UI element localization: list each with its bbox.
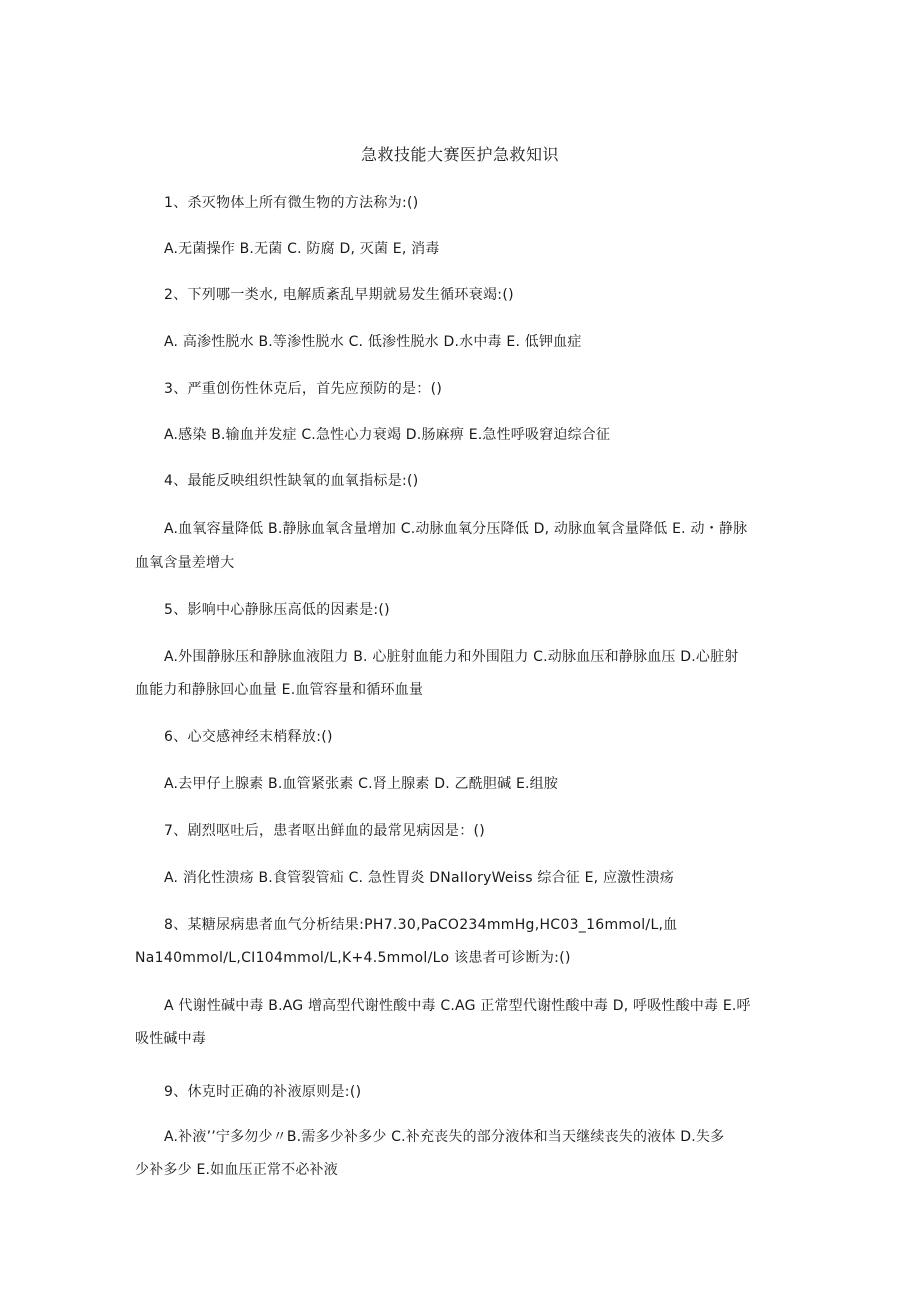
answer-1: A.无菌操作 B.无菌 C. 防腐 D, 灭菌 E, 消毒 bbox=[164, 241, 440, 257]
answer-2: A. 高渗性脱水 B.等渗性脱水 C. 低渗性脱水 D.水中毒 E. 低钾血症 bbox=[164, 334, 582, 350]
answer-9-line-1: A.补液’’宁多勿少〃B.需多少补多少 C.补充丧失的部分液体和当天继续丧失的液体 D.失多 bbox=[164, 1129, 725, 1145]
question-6: 6、心交感神经末梢释放:() bbox=[164, 729, 333, 745]
question-5: 5、影响中心静脉压高低的因素是:() bbox=[164, 602, 390, 618]
question-2: 2、下列哪一类水, 电解质紊乱早期就易发生循环衰竭:() bbox=[164, 287, 514, 303]
question-3: 3、严重创伤性休克后，首先应预防的是：() bbox=[164, 381, 443, 397]
question-9: 9、休克时正确的补液原则是:() bbox=[164, 1084, 362, 1100]
question-8-line-1: 8、某糖尿病患者血气分析结果:PH7.30,PaCO234mmHg,HC03_16mmol∕L,血 bbox=[164, 917, 678, 933]
answer-7: A. 消化性溃疡 B.食管裂管疝 C. 急性胃炎 DNaIIoryWeiss 综合征 E, 应激性溃疡 bbox=[164, 870, 674, 886]
answer-4-line-2: 血氧含量差增大 bbox=[135, 555, 235, 571]
document-title: 急救技能大赛医护急救知识 bbox=[360, 145, 559, 164]
question-4: 4、最能反映组织性缺氧的血氧指标是:() bbox=[164, 473, 419, 489]
answer-9-line-2: 少补多少 E.如血压正常不必补液 bbox=[135, 1162, 338, 1178]
answer-8-line-2: 吸性碱中毒 bbox=[135, 1031, 206, 1047]
answer-6: A.去甲仔上腺素 B.血管紧张素 C.肾上腺素 D. 乙酰胆碱 E.组胺 bbox=[164, 776, 559, 792]
answer-5-line-2: 血能力和静脉回心血量 E.血管容量和循环血量 bbox=[135, 682, 424, 698]
answer-4-line-1: A.血氧容量降低 B.静脉血氧含量增加 C.动脉血氧分压降低 D, 动脉血氧含量降低 E. 动・静脉 bbox=[164, 521, 748, 537]
answer-3: A.感染 B.输血并发症 C.急性心力衰竭 D.肠麻痹 E.急性呼吸窘迫综合征 bbox=[164, 427, 611, 443]
question-8-line-2: Na140mmol∕L,CI104mmol∕L,K+4.5mmol∕Lo 该患者可诊断为:() bbox=[135, 950, 571, 966]
answer-8-line-1: A 代谢性碱中毒 B.AG 增高型代谢性酸中毒 C.AG 正常型代谢性酸中毒 D, 呼吸性酸中毒 E.呼 bbox=[164, 998, 751, 1014]
question-7: 7、剧烈呕吐后，患者呕出鲜血的最常见病因是：() bbox=[164, 823, 486, 839]
answer-5-line-1: A.外围静脉压和静脉血液阻力 B. 心脏射血能力和外围阻力 C.动脉血压和静脉血压 D.心脏射 bbox=[164, 649, 739, 665]
question-1: 1、杀灭物体上所有微生物的方法称为:() bbox=[164, 195, 419, 211]
